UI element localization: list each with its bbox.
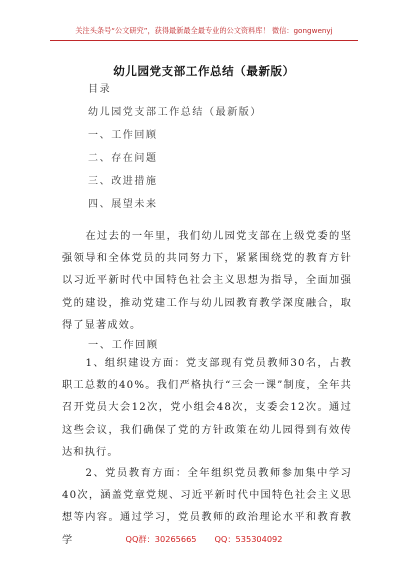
intro-paragraph: 在过去的一年里，我们幼儿园党支部在上级党委的坚强领导和全体党员的共同努力下，紧紧围绕党的教育方针以习近平新时代中国特色社会主义思想为指导，全面加强党的建设，推动党建工作与幼儿园教育教学深度融合，取得了显著成效。	[62, 231, 352, 331]
document-title: 幼儿园党支部工作总结（最新版）	[113, 64, 295, 78]
toc-heading: 目录	[88, 84, 112, 95]
toc-item: 一、工作回顾	[88, 130, 158, 141]
footer-qq-group: QQ群：30265665	[125, 534, 197, 544]
footer-qq: QQ：535304092	[214, 534, 283, 544]
body-paragraph: 1、组织建设方面：党支部现有党员教师30名，占教职工总数的40%。我们严格执行“三会一课”制度，全年共召开党员大会12次，党小组会48次，支委会12次。通过这些会议，我们确保了党的方针政策在幼儿园得到有效传达和执行。	[62, 358, 352, 458]
footer-contact	[0, 534, 408, 545]
header-divider	[50, 40, 358, 41]
toc-item: 四、展望未来	[88, 199, 158, 210]
section-heading: 一、工作回顾	[88, 340, 159, 351]
toc-item: 三、改进措施	[88, 176, 158, 187]
toc-item: 二、存在问题	[88, 153, 158, 164]
toc-item: 幼儿园党支部工作总结（最新版）	[88, 107, 262, 118]
header-banner: 关注头条号“公文研究”，获得最新最全最专业的公文资料库！ 微信：gongwenyj	[75, 26, 333, 35]
body-paragraph: 2、党员教育方面：全年组织党员教师参加集中学习40次，涵盖党章党规、习近平新时代中国特色社会主义思想等内容。通过学习，党员教师的政治理论水平和教育教学	[62, 468, 352, 546]
